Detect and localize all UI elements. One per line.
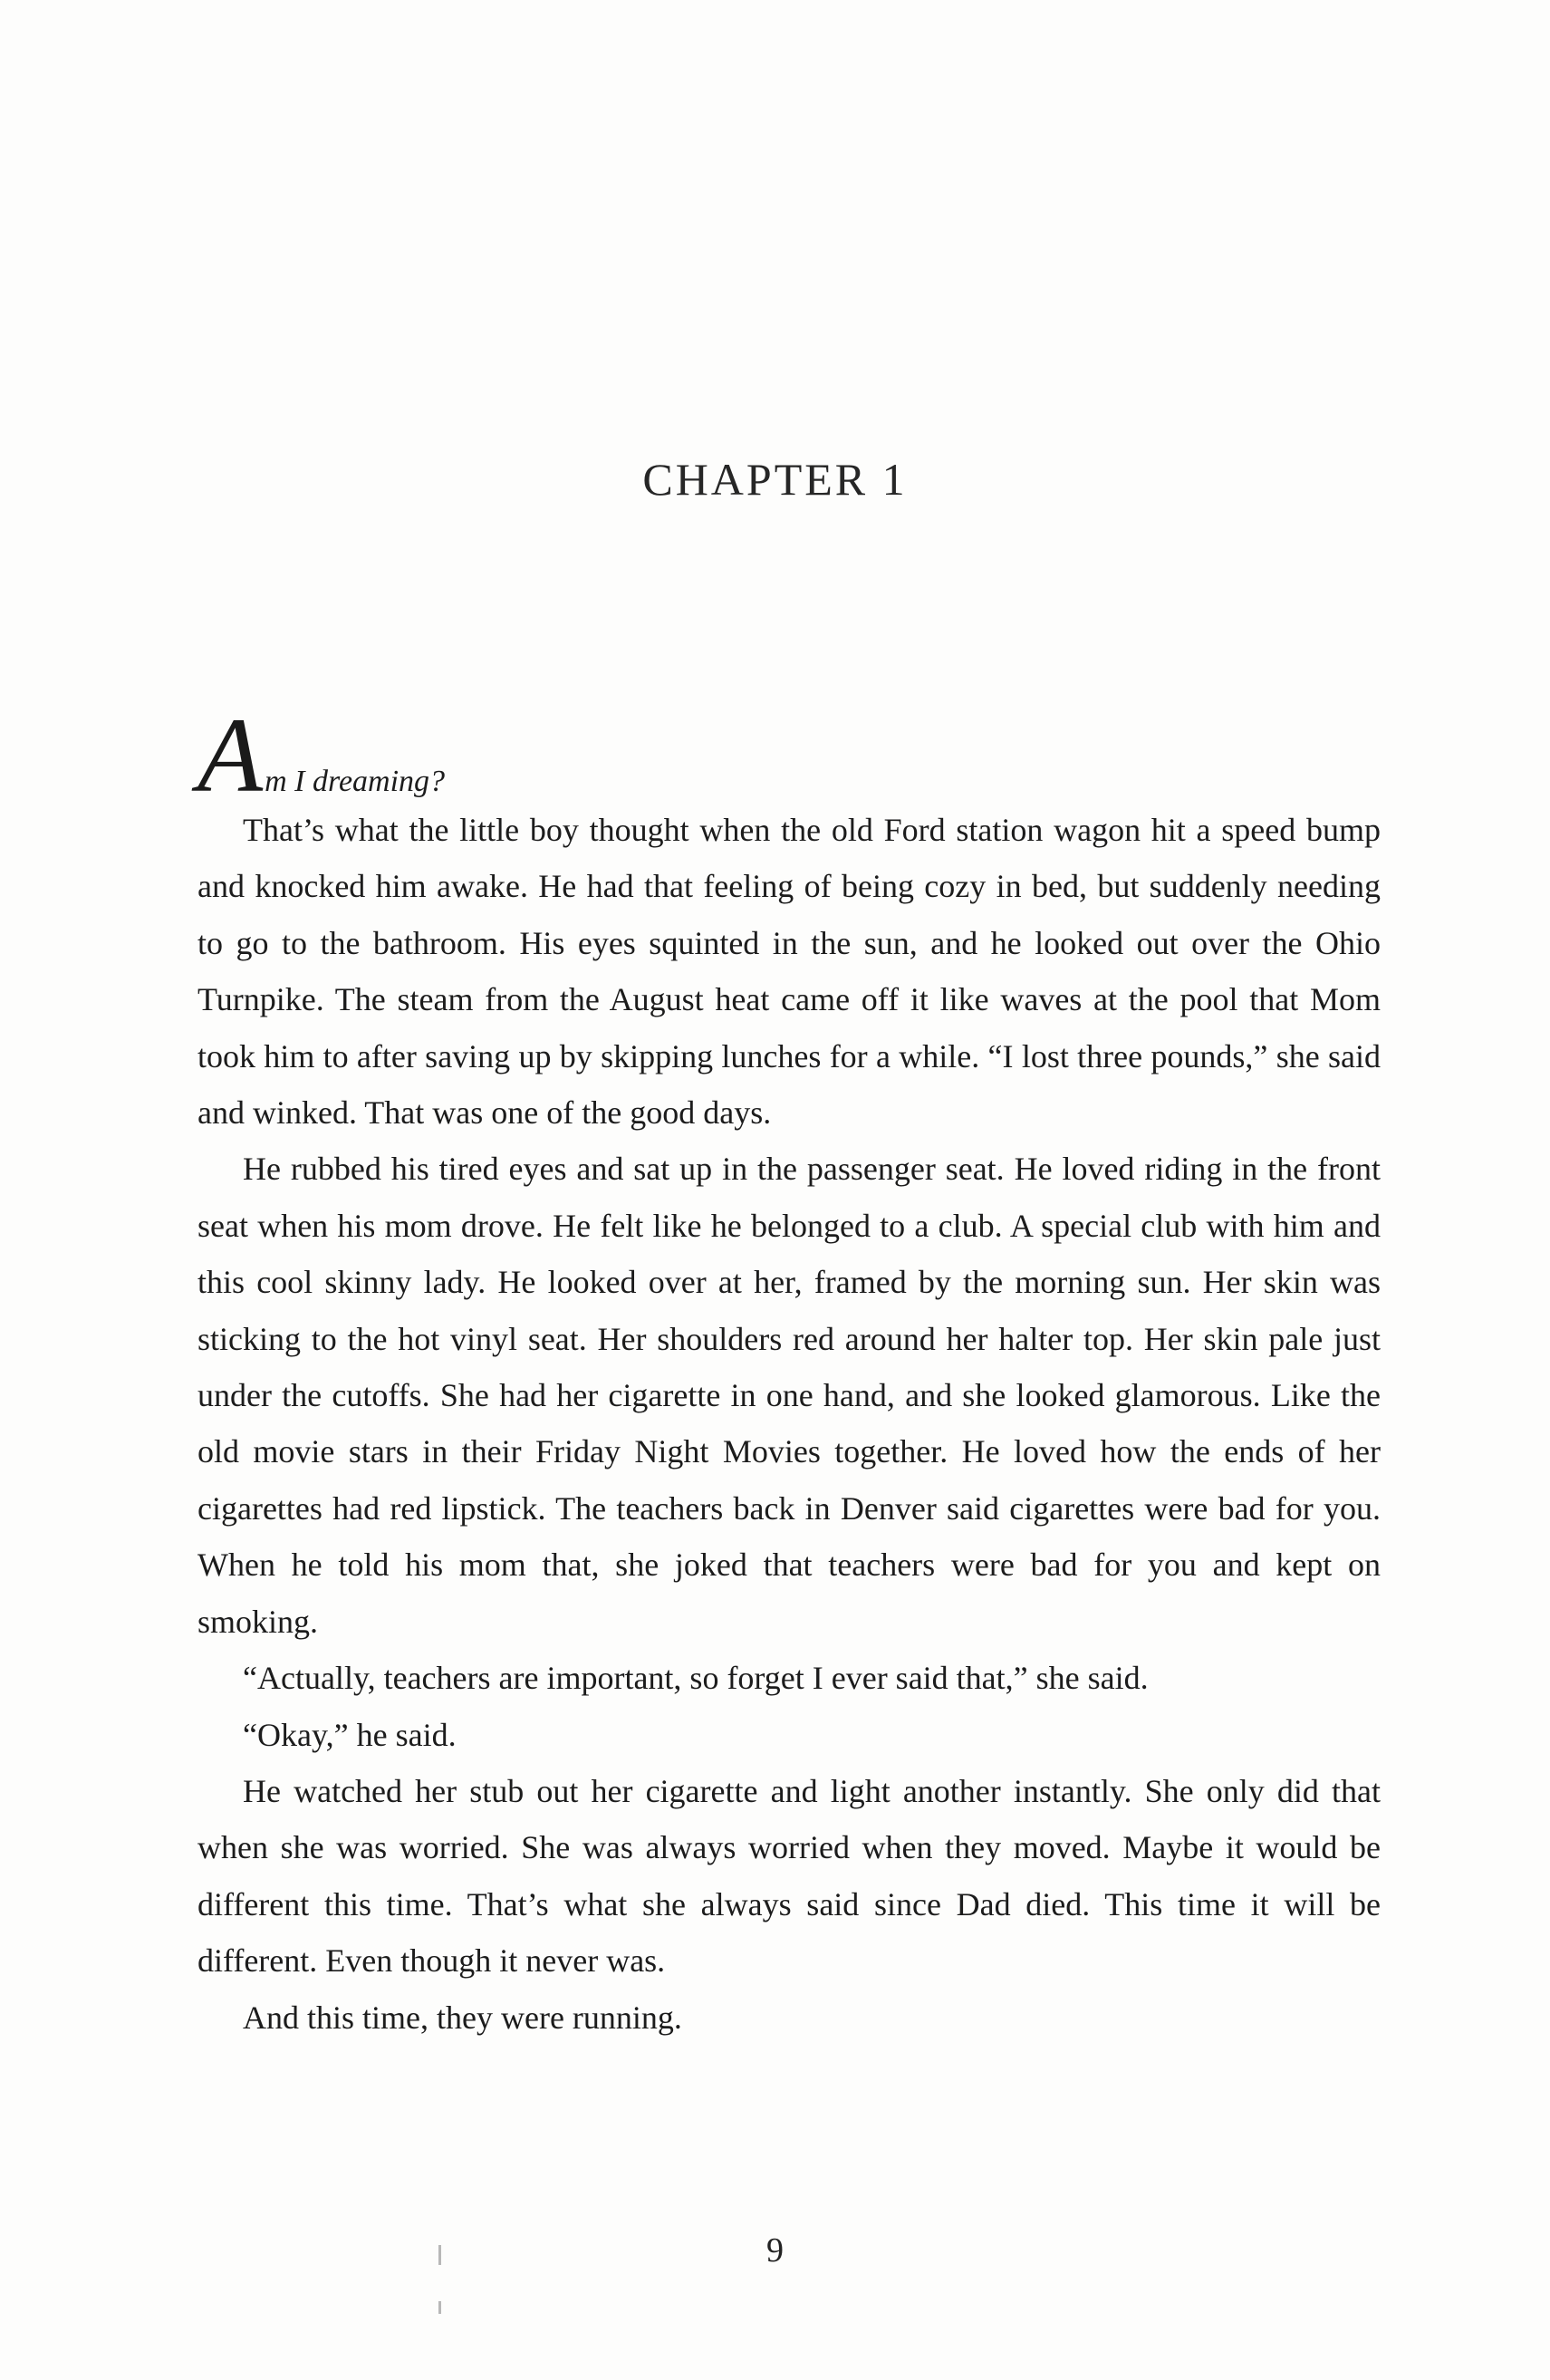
opening-line-text: m I dreaming? bbox=[265, 765, 446, 798]
paragraph-4: “Okay,” he said. bbox=[243, 1716, 457, 1753]
scan-artifact-mark bbox=[438, 2301, 441, 2314]
paragraph-6: And this time, they were running. bbox=[243, 1999, 682, 2036]
page-number: 9 bbox=[766, 2231, 784, 2269]
paragraph-5: He watched her stub out her cigarette and light another instantly. She only did that when she was worried. She was always worried when they moved. Maybe it would be different this time. That’s what she always said since Dad died. This time it will be different. Even though it never was. bbox=[197, 1772, 1381, 1980]
chapter-heading: CHAPTER 1 bbox=[642, 454, 908, 505]
opening-line bbox=[197, 696, 1381, 814]
paragraph-2: He rubbed his tired eyes and sat up in the passenger seat. He loved riding in the front seat when his mom drove. He felt like he belonged to a club. A special club with him and this cool skinny lady. He looked over at her, framed by the morning sun. Her skin was sticking to the hot vinyl seat. Her shoulders red around her halter top. Her skin pale just under the cutoffs. She had her cigarette in one hand, and she looked glamorous. Like the old movie stars in their Friday Night Movies together. He loved how the ends of her cigarettes had red lipstick. The teachers back in Denver said cigarettes were bad for you. When he told his mom that, she joked that teachers were bad for you and kept on smoking. bbox=[197, 1151, 1381, 1640]
drop-cap: A bbox=[197, 696, 264, 814]
chapter-body bbox=[197, 696, 1381, 2046]
paragraph-1: That’s what the little boy thought when the old Ford station wagon hit a speed bump and knocked him awake. He had that feeling of being cozy in bed, but suddenly needing to go to the bathroom. His eyes squinted in the sun, and he looked out over the Ohio Turnpike. The steam from the August heat came off it like waves at the pool that Mom took him to after saving up by skipping lunches for a while. “I lost three pounds,” she said and winked. That was one of the good days. bbox=[197, 812, 1381, 1132]
paragraph-3: “Actually, teachers are important, so forget I ever said that,” she said. bbox=[243, 1660, 1149, 1697]
scan-artifact-mark bbox=[438, 2245, 441, 2265]
